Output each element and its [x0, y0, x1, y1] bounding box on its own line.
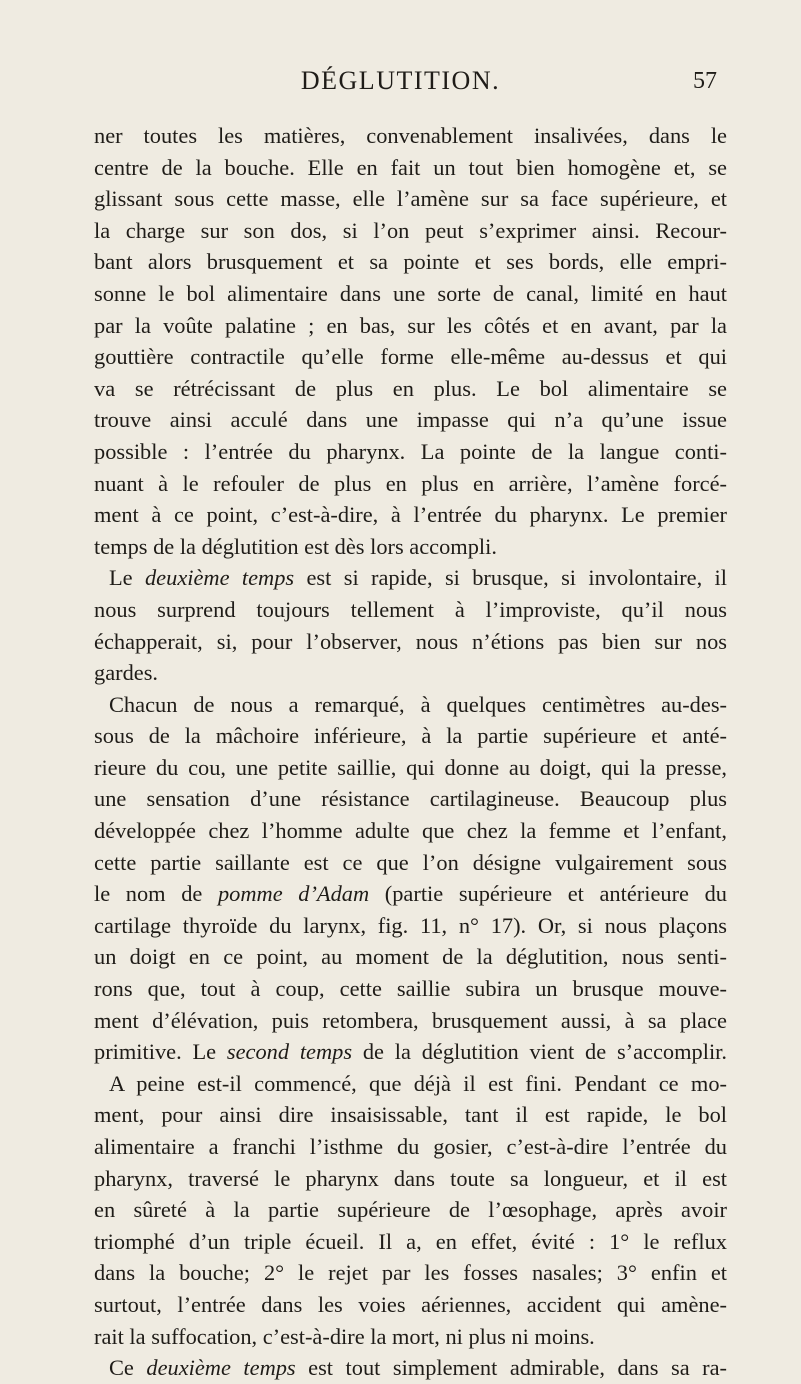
- text-line: temps de la déglutition est dès lors accompli.: [94, 533, 497, 559]
- text-run: Le: [109, 565, 145, 591]
- text-line: triomphé d’un triple écueil. Il a, en effet, évité : 1° le reflux: [94, 1228, 727, 1254]
- text-line: bant alors brusquement et sa pointe et ses bords, elle empri-: [94, 249, 727, 275]
- text-line: cette partie saillante est ce que l’on désigne vulgairement sous: [94, 849, 727, 875]
- text-line: rieure du cou, une petite saillie, qui donne au doigt, qui la presse,: [94, 754, 727, 780]
- text-line: sonne le bol alimentaire dans une sorte de canal, limité en haut: [94, 280, 727, 306]
- text-line: ment, pour ainsi dire insaisissable, tant il est rapide, le bol: [94, 1102, 727, 1128]
- text-line: ment à ce point, c’est-à-dire, à l’entrée du pharynx. Le premier: [94, 502, 727, 528]
- italic-term: second temps: [226, 1039, 353, 1065]
- text-run: est si rapide, si brusque, si involontaire, il: [294, 565, 727, 591]
- text-line: un doigt en ce point, au moment de la déglutition, nous senti-: [94, 944, 727, 970]
- text-line: A peine est-il commencé, que déjà il est fini. Pendant ce mo-: [109, 1070, 727, 1096]
- text-line: la charge sur son dos, si l’on peut s’exprimer ainsi. Recour-: [94, 217, 727, 243]
- text-line: nuant à le refouler de plus en plus en arrière, l’amène forcé-: [94, 470, 727, 496]
- text-line: rait la suffocation, c’est-à-dire la mort, ni plus ni moins.: [94, 1323, 595, 1349]
- italic-term: deuxième temps: [144, 565, 295, 591]
- text-run: est tout simplement admirable, dans sa ra-: [295, 1355, 727, 1381]
- text-line: [94, 878, 727, 910]
- text-line: Chacun de nous a remarqué, à quelques centimètres au-des-: [109, 691, 727, 717]
- text-line: centre de la bouche. Elle en fait un tout bien homogène et, se: [94, 154, 727, 180]
- text-line: alimentaire a franchi l’isthme du gosier, c’est-à-dire l’entrée du: [94, 1134, 727, 1159]
- text-line: dans la bouche; 2° le rejet par les fosses nasales; 3° enfin et: [94, 1260, 727, 1286]
- text-line: échapperait, si, pour l’observer, nous n’étions pas bien sur nos: [94, 628, 727, 654]
- body-text: [94, 120, 727, 1384]
- text-line: rons que, tout à coup, cette saillie subira un brusque mouve-: [94, 976, 727, 1002]
- text-line: développée chez l’homme adulte que chez la femme et l’enfant,: [94, 818, 727, 844]
- text-line: cartilage thyroïde du larynx, fig. 11, n° 17). Or, si nous plaçons: [94, 912, 727, 938]
- text-line: possible : l’entrée du pharynx. La pointe de la langue conti-: [94, 438, 727, 464]
- text-run: primitive. Le: [94, 1039, 227, 1065]
- text-line: [94, 1036, 727, 1068]
- text-run: de la déglutition vient de s’accomplir.: [352, 1039, 727, 1065]
- text-line: une sensation d’une résistance cartilagineuse. Beaucoup plus: [94, 786, 727, 812]
- text-line: glissant sous cette masse, elle l’amène sur sa face supérieure, et: [94, 186, 727, 212]
- text-line: surtout, l’entrée dans les voies aériennes, accident qui amène-: [94, 1291, 727, 1317]
- text-line: sous de la mâchoire inférieure, à la partie supérieure et anté-: [94, 723, 727, 749]
- page-number: 57: [693, 68, 717, 94]
- text-line: trouve ainsi acculé dans une impasse qui n’a qu’une issue: [94, 407, 727, 433]
- text-line: pharynx, traversé le pharynx dans toute sa longueur, et il est: [94, 1165, 727, 1191]
- text-line: gardes.: [94, 660, 159, 686]
- italic-term: pomme d’Adam: [217, 881, 370, 907]
- text-line: va se rétrécissant de plus en plus. Le bol alimentaire se: [94, 375, 727, 401]
- text-line: nous surprend toujours tellement à l’improviste, qu’il nous: [94, 596, 727, 622]
- text-run: le nom de: [94, 881, 218, 907]
- text-line: par la voûte palatine ; en bas, sur les côtés et en avant, par la: [94, 312, 727, 338]
- text-run: Ce: [109, 1355, 147, 1381]
- italic-term: deuxième temps: [146, 1355, 296, 1381]
- text-line: en sûreté à la partie supérieure de l’œsophage, après avoir: [94, 1197, 727, 1223]
- text-line: [94, 562, 727, 594]
- text-line: [94, 1352, 727, 1384]
- text-line: ner toutes les matières, convenablement insalivées, dans le: [94, 123, 727, 148]
- running-title: DÉGLUTITION.: [300, 66, 501, 95]
- page-header: [0, 66, 801, 106]
- text-line: gouttière contractile qu’elle forme elle-même au-dessus et qui: [94, 344, 727, 370]
- text-run: (partie supérieure et antérieure du: [369, 881, 727, 907]
- text-line: ment d’élévation, puis retombera, brusquement aussi, à sa place: [94, 1007, 727, 1033]
